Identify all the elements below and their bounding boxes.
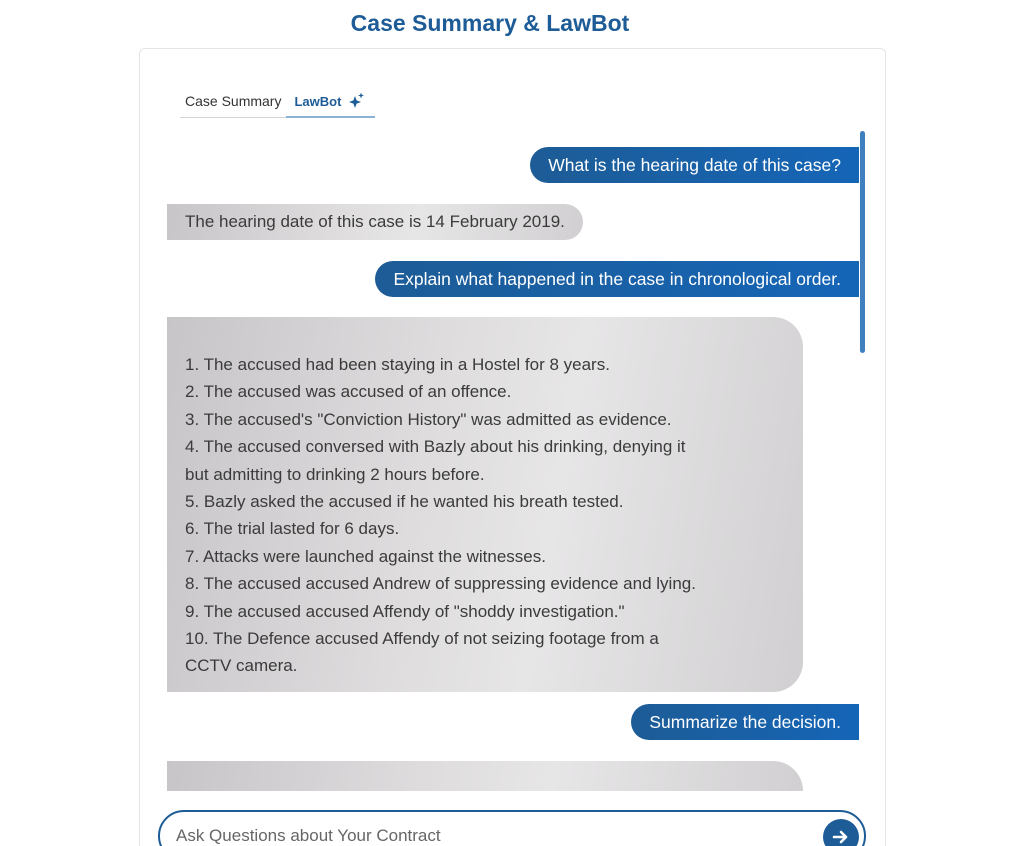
page-title: Case Summary & LawBot xyxy=(350,10,630,36)
scrollbar-thumb[interactable] xyxy=(860,131,865,353)
bot-message-line: 2. The accused was accused of an offence. xyxy=(185,382,512,402)
question-input-box xyxy=(158,810,866,846)
bot-message-loading xyxy=(167,761,803,791)
bot-message-line: 6. The trial lasted for 6 days. xyxy=(185,519,400,539)
arrow-right-icon xyxy=(832,828,850,846)
user-message: Summarize the decision. xyxy=(631,704,859,740)
tab-lawbot-label: LawBot xyxy=(294,93,342,109)
bot-message-line: 4. The accused conversed with Bazly about his drinking, denying it xyxy=(185,437,686,457)
user-message: Explain what happened in the case in chronological order. xyxy=(375,261,859,297)
chat-panel xyxy=(139,48,886,846)
bot-message-line: 3. The accused's "Conviction History" was admitted as evidence. xyxy=(185,409,672,429)
question-input[interactable] xyxy=(176,826,796,846)
tab-case-summary[interactable]: Case Summary xyxy=(185,93,282,109)
send-button[interactable] xyxy=(823,819,859,846)
bot-message xyxy=(167,317,803,692)
bot-message-line: 7. Attacks were launched against the witnesses. xyxy=(185,546,546,566)
bot-message-line: 9. The accused accused Affendy of "shoddy investigation." xyxy=(185,601,625,621)
bot-message: The hearing date of this case is 14 February 2019. xyxy=(167,204,583,240)
user-message: What is the hearing date of this case? xyxy=(530,147,859,183)
bot-message-line: 10. The Defence accused Affendy of not seizing footage from a xyxy=(185,629,659,649)
bot-message-line: but admitting to drinking 2 hours before. xyxy=(185,464,485,484)
bot-message-line: 1. The accused had been staying in a Hostel for 8 years. xyxy=(185,355,610,374)
bot-message-line: 5. Bazly asked the accused if he wanted his breath tested. xyxy=(185,492,624,512)
bot-message-line: 8. The accused accused Andrew of suppressing evidence and lying. xyxy=(185,574,696,594)
bot-message-line: CCTV camera. xyxy=(185,656,298,676)
chat-messages[interactable] xyxy=(167,49,859,791)
